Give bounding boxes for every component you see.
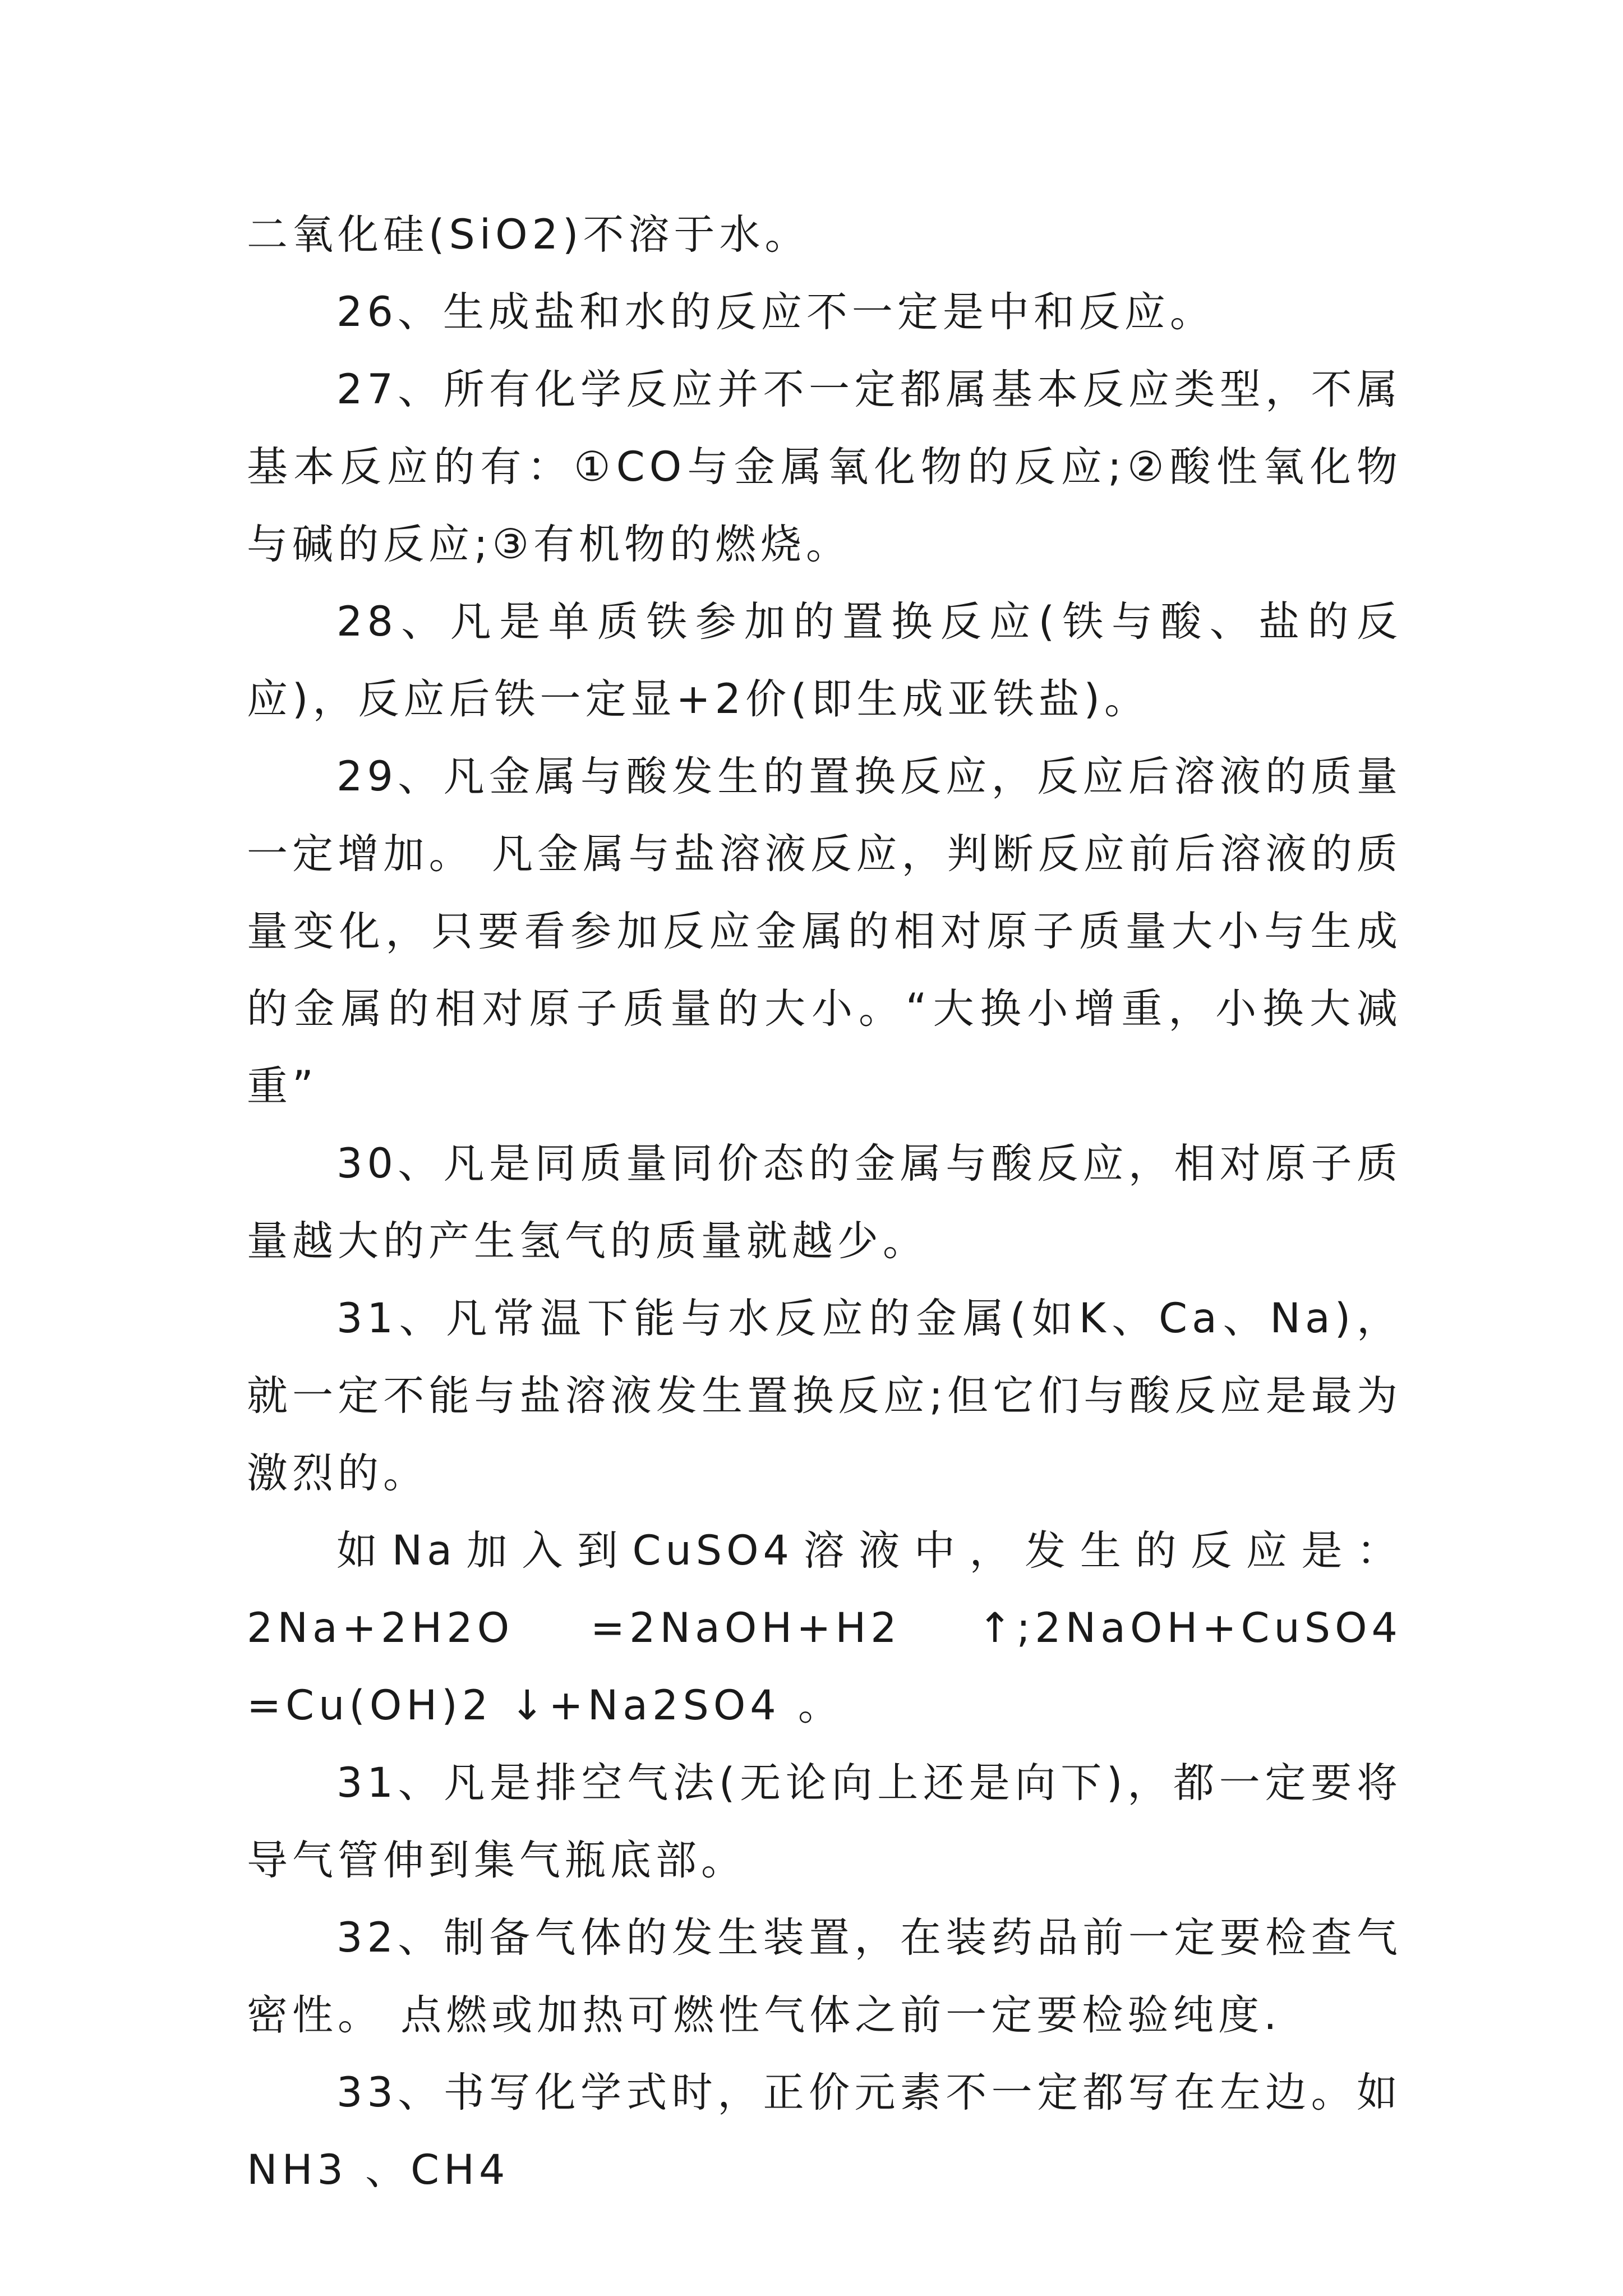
paragraph-item-31-gas-collection: 31、凡是排空气法(无论向上还是向下)，都一定要将导气管伸到集气瓶底部。 — [247, 1759, 1402, 1884]
paragraph-item-32: 32、制备气体的发生装置，在装药品前一定要检查气密性。 点燃或加热可燃性气体之前一定要检验纯度. — [247, 1914, 1402, 2039]
paragraph-item-33: 33、书写化学式时，正价元素不一定都写在左边。如NH3 、CH4 — [247, 2069, 1402, 2194]
paragraph-item-30: 30、凡是同质量同价态的金属与酸反应，相对原子质量越大的产生氢气的质量就越少。 — [247, 1140, 1402, 1265]
paragraph-item-31-metals: 31、凡常温下能与水反应的金属(如K、Ca、Na)，就一定不能与盐溶液发生置换反应;但它们与酸反应是最为激烈的。 — [247, 1295, 1402, 1497]
paragraph-item-29: 29、凡金属与酸发生的置换反应，反应后溶液的质量一定增加。 凡金属与盐溶液反应，判断反应前后溶液的质量变化，只要看参加反应金属的相对原子质量大小与生成的金属的相对原子质量的大小。“大换小增重，小换大减重” — [247, 753, 1402, 1110]
paragraph-item-27: 27、所有化学反应并不一定都属基本反应类型，不属基本反应的有：①CO与金属氧化物的反应;②酸性氧化物与碱的反应;③有机物的燃烧。 — [247, 366, 1402, 568]
paragraph-example-na-cuso4: 如Na加入到CuSO4溶液中，发生的反应是：2Na+2H2O =2NaOH+H2 ↑;2NaOH+CuSO4 =Cu(OH)2 ↓+Na2SO4 。 — [247, 1527, 1402, 1729]
paragraph-item-28: 28、凡是单质铁参加的置换反应(铁与酸、盐的反应)，反应后铁一定显+2价(即生成亚铁盐)。 — [247, 598, 1402, 723]
document-body — [247, 196, 1402, 2209]
paragraph-sio2-continuation: 二氧化硅(SiO2)不溶于水。 — [247, 211, 810, 259]
paragraph-item-26: 26、生成盐和水的反应不一定是中和反应。 — [336, 288, 1215, 336]
